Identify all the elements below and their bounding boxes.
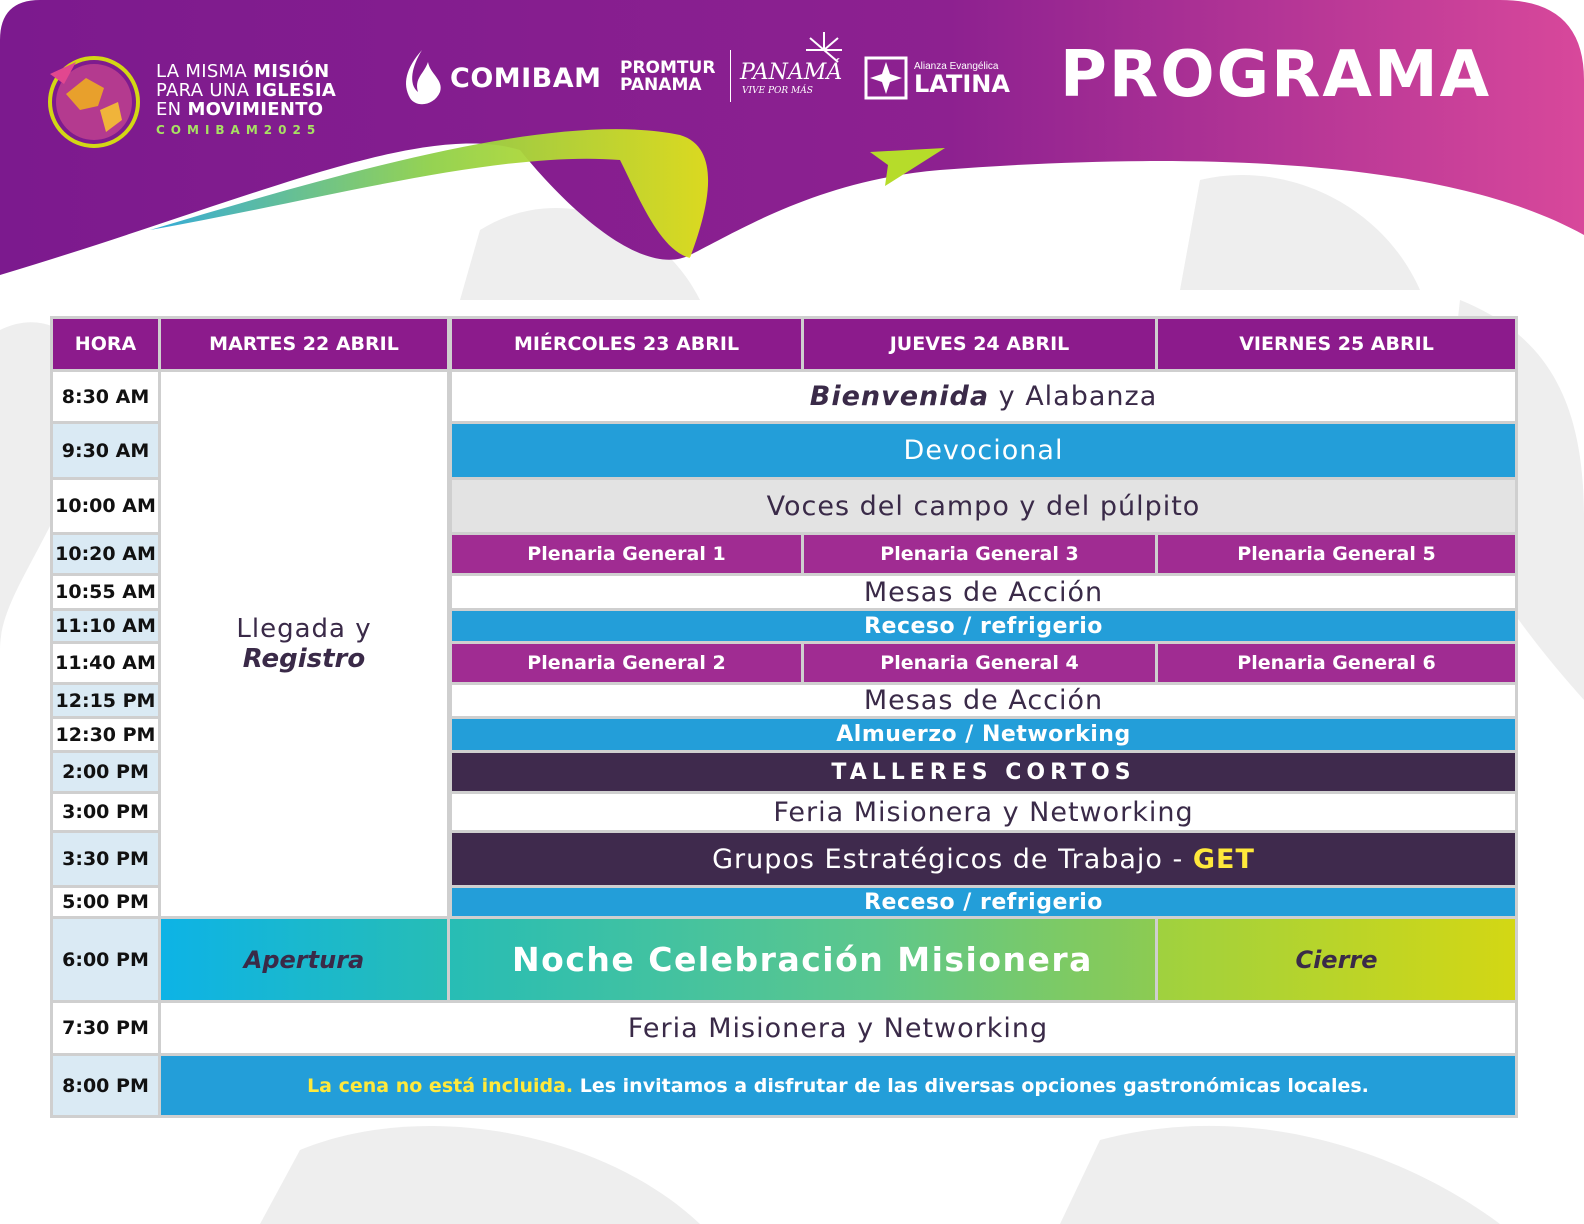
plenaria-cell: Plenaria General 2 [452, 644, 801, 682]
feria-cell: Feria Misionera y Networking [452, 794, 1515, 830]
cena-notice-cell: La cena no está incluida. Les invitamos a disfrutar de las diversas opciones gastronómicas locales. [161, 1056, 1515, 1115]
llegada-registro-cell: Llegada y Registro [161, 372, 447, 916]
page-title: PROGRAMA [1060, 38, 1492, 112]
feria-cell: Feria Misionera y Networking [161, 1003, 1515, 1053]
header-jueves: JUEVES 24 ABRIL [804, 319, 1155, 369]
time-cell: 8:00 PM [53, 1056, 158, 1115]
plenaria-cell: Plenaria General 3 [804, 535, 1155, 573]
time-cell: 8:30 AM [53, 372, 158, 421]
time-cell: 3:30 PM [53, 833, 158, 885]
mesas-accion-cell: Mesas de Acción [452, 576, 1515, 608]
time-cell: 10:55 AM [53, 576, 158, 608]
almuerzo-cell: Almuerzo / Networking [452, 719, 1515, 750]
bienvenida-cell: Bienvenida y Alabanza [452, 372, 1515, 421]
event-tagline: LA MISMA MISIÓN PARA UNA IGLESIA EN MOVIMIENTO COMIBAM2025 [156, 61, 337, 137]
plenaria-cell: Plenaria General 6 [1158, 644, 1515, 682]
time-cell: 9:30 AM [53, 424, 158, 477]
time-cell: 5:00 PM [53, 888, 158, 916]
plenaria-cell: Plenaria General 1 [452, 535, 801, 573]
time-cell: 10:20 AM [53, 535, 158, 573]
time-cell: 10:00 AM [53, 480, 158, 532]
voces-cell: Voces del campo y del púlpito [452, 480, 1515, 532]
time-cell: 11:40 AM [53, 644, 158, 682]
header-hora: HORA [53, 319, 158, 369]
cierre-cell: Cierre [1158, 919, 1515, 1000]
devocional-cell: Devocional [452, 424, 1515, 477]
flame-icon [400, 48, 444, 108]
plenaria-cell: Plenaria General 4 [804, 644, 1155, 682]
header-viernes: VIERNES 25 ABRIL [1158, 319, 1515, 369]
time-cell: 12:15 PM [53, 685, 158, 716]
header-miercoles: MIÉRCOLES 23 ABRIL [452, 319, 801, 369]
time-cell: 6:00 PM [53, 919, 158, 1000]
event-globe-logo [46, 54, 142, 150]
apertura-cell: Apertura [161, 919, 447, 1000]
alianza-latina-logo: Alianza Evangélica LATINA [864, 56, 1010, 100]
star-icon [864, 56, 908, 100]
receso-cell: Receso / refrigerio [452, 888, 1515, 916]
time-cell: 7:30 PM [53, 1003, 158, 1053]
noche-celebracion-cell: Noche Celebración Misionera [450, 919, 1155, 1000]
mesas-accion-cell: Mesas de Acción [452, 685, 1515, 716]
comibam-logo: COMIBAM [400, 48, 602, 108]
promtur-logo: PROMTUR PANAMA [620, 58, 716, 95]
grupos-get-cell: Grupos Estratégicos de Trabajo - GET [452, 833, 1515, 885]
time-cell: 12:30 PM [53, 719, 158, 750]
receso-cell: Receso / refrigerio [452, 611, 1515, 641]
plenaria-cell: Plenaria General 5 [1158, 535, 1515, 573]
header-martes: MARTES 22 ABRIL [161, 319, 447, 369]
time-cell: 3:00 PM [53, 794, 158, 830]
talleres-cell: TALLERES CORTOS [452, 753, 1515, 791]
time-cell: 11:10 AM [53, 611, 158, 641]
time-cell: 2:00 PM [53, 753, 158, 791]
